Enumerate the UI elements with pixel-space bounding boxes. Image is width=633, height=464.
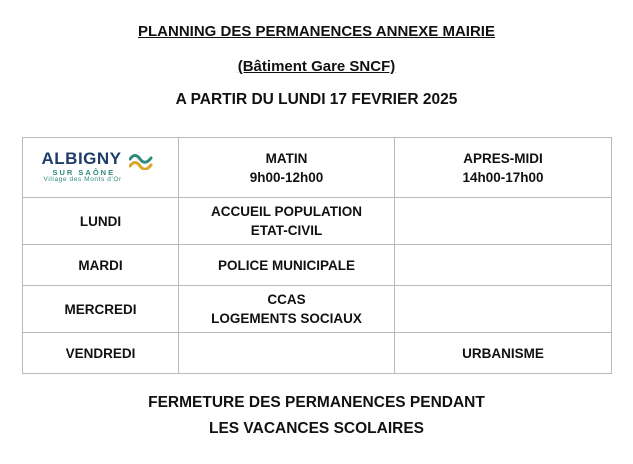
service-label: CCAS [267, 292, 306, 307]
morning-title: MATIN [265, 150, 308, 166]
closure-notice-line-2: LES VACANCES SCOLAIRES [208, 420, 425, 437]
page-title: PLANNING DES PERMANENCES ANNEXE MAIRIE [138, 23, 495, 40]
service-label: LOGEMENTS SOCIAUX [211, 311, 362, 326]
table-row [23, 286, 612, 333]
start-date: A PARTIR DU LUNDI 17 FEVRIER 2025 [175, 91, 458, 108]
service-label: URBANISME [462, 345, 544, 361]
table-row [23, 333, 612, 374]
morning-cell [179, 286, 395, 333]
morning-hours: 9h00-12h00 [249, 169, 324, 185]
logo-sub: SUR SAÔNE [52, 167, 116, 177]
service-label: POLICE MUNICIPALE [217, 257, 355, 273]
wave-logo-icon [129, 152, 153, 170]
logo-name: ALBIGNY [41, 148, 122, 168]
afternoon-cell [395, 333, 612, 374]
afternoon-cell [395, 198, 612, 245]
morning-cell [179, 245, 395, 286]
table-row [23, 245, 612, 286]
schedule-table [22, 137, 612, 374]
service-label: ETAT-CIVIL [250, 223, 323, 238]
closure-notice-line-1: FERMETURE DES PERMANENCES PENDANT [148, 394, 485, 411]
afternoon-cell [395, 245, 612, 286]
service-label: ACCUEIL POPULATION [210, 204, 362, 219]
logo-tagline: Village des Monts d'Or [43, 175, 122, 183]
afternoon-cell [395, 286, 612, 333]
page-subtitle: (Bâtiment Gare SNCF) [237, 58, 396, 75]
day-cell: MARDI [23, 245, 179, 286]
morning-cell [179, 333, 395, 374]
table-header-row [23, 138, 612, 198]
logo-cell [23, 138, 179, 198]
albigny-logo [42, 150, 160, 186]
table-row [23, 198, 612, 245]
morning-cell [179, 198, 395, 245]
day-cell: MERCREDI [23, 286, 179, 333]
column-header-afternoon [395, 138, 612, 198]
afternoon-hours: 14h00-17h00 [462, 169, 544, 185]
afternoon-title: APRES-MIDI [463, 150, 543, 166]
column-header-morning [179, 138, 395, 198]
day-cell: VENDREDI [23, 333, 179, 374]
day-cell: LUNDI [23, 198, 179, 245]
